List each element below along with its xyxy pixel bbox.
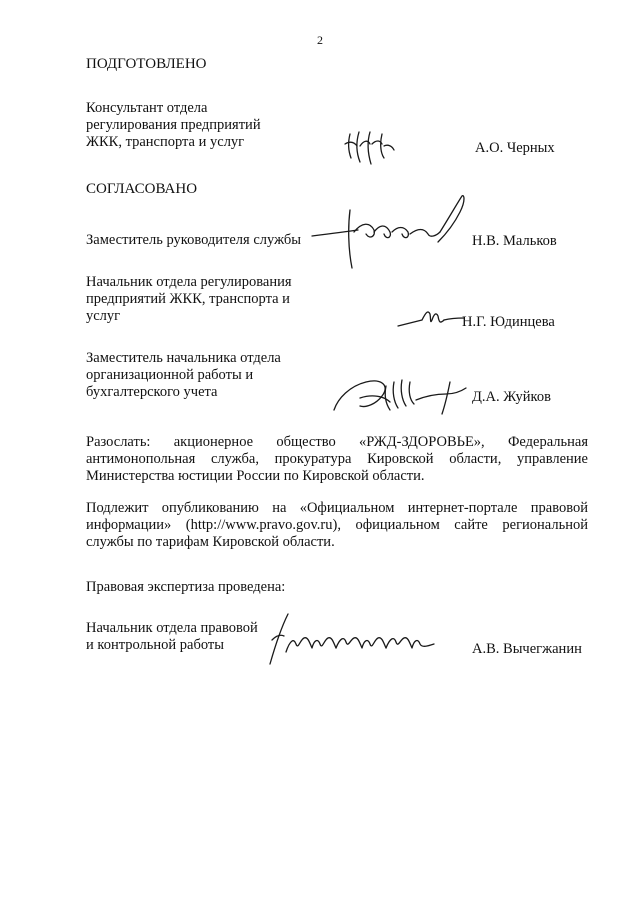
page-number: 2 [317, 33, 323, 47]
signature-vychegzhanin [258, 610, 448, 668]
signatory-position-malkov: Заместитель руководителя службы [86, 232, 302, 248]
legal-review-heading: Правовая экспертиза проведена: [86, 579, 286, 595]
publication-line: информации» (http://www.pravo.gov.ru), официальном сайте региональной [86, 517, 588, 533]
legal-review-name: А.В. Вычегжанин [472, 641, 582, 657]
distribution-line: Министерства юстиции России по Кировской области. [86, 468, 425, 484]
distribution-paragraph [86, 434, 588, 485]
distribution-line: антимонопольная служба, прокуратура Кировской области, управление [86, 451, 588, 467]
signature-chernykh [342, 128, 402, 168]
signature-malkov [310, 192, 475, 272]
signatory-name-malkov: Н.В. Мальков [472, 233, 557, 249]
signatory-position-zhuikov: Заместитель начальника отдела организационной работы и бухгалтерского учета [86, 350, 281, 400]
signatory-position-yudintseva: Начальник отдела регулирования предприятий ЖКК, транспорта и услуг [86, 274, 292, 324]
signatory-name-yudintseva: Н.Г. Юдинцева [462, 314, 555, 330]
publication-line: Подлежит опубликованию на «Официальном интернет-портале правовой [86, 500, 588, 516]
signature-yudintseva [396, 304, 466, 334]
signature-zhuikov [330, 372, 470, 422]
signatory-name-zhuikov: Д.А. Жуйков [472, 389, 551, 405]
prepared-heading: ПОДГОТОВЛЕНО [86, 56, 207, 72]
prepared-position: Консультант отдела регулирования предприятий ЖКК, транспорта и услуг [86, 100, 261, 150]
distribution-line: Разослать: акционерное общество «РЖД-ЗДОРОВЬЕ», Федеральная [86, 434, 588, 450]
agreed-heading: СОГЛАСОВАНО [86, 181, 198, 197]
legal-review-position: Начальник отдела правовой и контрольной работы [86, 620, 258, 653]
publication-line: службы по тарифам Кировской области. [86, 534, 335, 550]
prepared-name: А.О. Черных [475, 140, 555, 156]
publication-paragraph [86, 500, 588, 551]
